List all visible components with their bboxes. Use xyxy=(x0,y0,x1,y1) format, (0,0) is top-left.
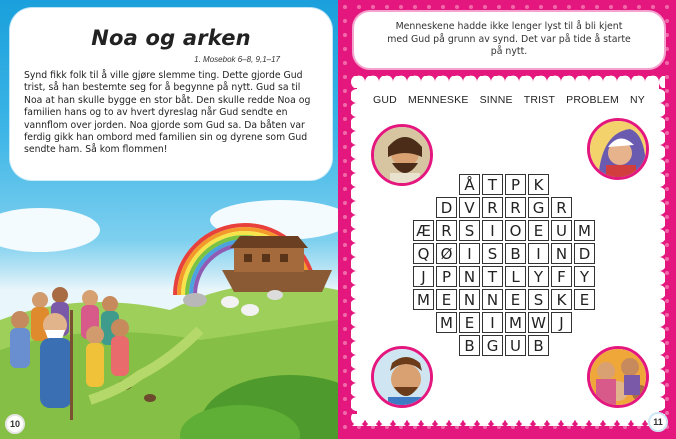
word-item: SINNE xyxy=(479,94,513,106)
grid-cell[interactable]: S xyxy=(459,220,480,241)
grid-cell[interactable]: U xyxy=(505,335,526,356)
page-number-left: 10 xyxy=(5,414,25,434)
grid-cell[interactable]: I xyxy=(482,312,503,333)
grid-cell[interactable]: S xyxy=(528,289,549,310)
puzzle-panel xyxy=(351,76,665,426)
grid-cell[interactable]: B xyxy=(528,335,549,356)
word-list xyxy=(373,94,645,106)
grid-cell[interactable]: N xyxy=(459,289,480,310)
grid-cell[interactable]: L xyxy=(505,266,526,287)
grid-cell[interactable]: E xyxy=(459,312,480,333)
grid-cell[interactable]: S xyxy=(482,243,503,264)
grid-cell[interactable]: M xyxy=(436,312,457,333)
grid-cell[interactable]: Y xyxy=(574,266,595,287)
grid-cell[interactable]: U xyxy=(551,220,572,241)
grid-cell[interactable]: J xyxy=(413,266,434,287)
avatar-man-bottom-left xyxy=(371,346,433,408)
avatar-crowd-bottom-right xyxy=(587,346,649,408)
bible-reference: 1. Mosebok 6–8, 9,1–17 xyxy=(194,55,280,64)
grid-cell[interactable]: F xyxy=(551,266,572,287)
grid-cell[interactable]: B xyxy=(505,243,526,264)
grid-cell[interactable]: N xyxy=(459,266,480,287)
grid-cell[interactable]: T xyxy=(482,174,503,195)
grid-cell[interactable]: W xyxy=(528,312,549,333)
grid-cell[interactable]: G xyxy=(528,197,549,218)
grid-cell[interactable]: V xyxy=(459,197,480,218)
grid-cell[interactable]: B xyxy=(459,335,480,356)
grid-cell[interactable]: M xyxy=(574,220,595,241)
grid-cell[interactable]: R xyxy=(505,197,526,218)
grid-cell[interactable]: P xyxy=(436,266,457,287)
grid-cell[interactable]: E xyxy=(436,289,457,310)
grid-cell[interactable]: J xyxy=(551,312,572,333)
grid-cell[interactable]: M xyxy=(413,289,434,310)
story-card xyxy=(10,8,332,180)
grid-cell[interactable]: I xyxy=(482,220,503,241)
grid-cell[interactable]: D xyxy=(436,197,457,218)
grid-cell[interactable]: K xyxy=(551,289,572,310)
right-page xyxy=(338,0,676,439)
avatar-man-top-left xyxy=(371,124,433,186)
grid-cell[interactable]: E xyxy=(574,289,595,310)
intro-text: Menneskene hadde ikke lenger lyst til å bli kjent med Gud på grunn av synd. Det var på tide å starte på nytt. xyxy=(387,21,631,58)
grid-cell[interactable]: Ø xyxy=(436,243,457,264)
word-item: NY xyxy=(629,94,645,106)
word-item: GUD xyxy=(373,94,397,106)
grid-cell[interactable]: Y xyxy=(528,266,549,287)
intro-card xyxy=(352,10,666,70)
grid-cell[interactable]: M xyxy=(505,312,526,333)
grid-cell[interactable]: E xyxy=(528,220,549,241)
grid-cell[interactable]: E xyxy=(505,289,526,310)
word-item: PROBLEM xyxy=(566,94,619,106)
grid-cell[interactable]: I xyxy=(528,243,549,264)
story-title: Noa og arken xyxy=(91,26,251,50)
grid-cell[interactable]: K xyxy=(528,174,549,195)
page-number-right: 11 xyxy=(648,412,668,432)
grid-cell[interactable]: P xyxy=(505,174,526,195)
grid-cell[interactable]: Æ xyxy=(413,220,434,241)
grid-cell[interactable]: Å xyxy=(459,174,480,195)
word-item: TRIST xyxy=(523,94,556,106)
grid-cell[interactable]: R xyxy=(482,197,503,218)
word-item: MENNESKE xyxy=(408,94,469,106)
ark xyxy=(222,236,332,292)
grid-cell[interactable]: O xyxy=(505,220,526,241)
grid-cell[interactable]: R xyxy=(436,220,457,241)
noah-ark-illustration xyxy=(0,200,338,439)
grid-cell[interactable]: D xyxy=(574,243,595,264)
grid-cell[interactable]: R xyxy=(551,197,572,218)
avatar-woman-top-right xyxy=(587,118,649,180)
grid-cell[interactable]: G xyxy=(482,335,503,356)
grid-cell[interactable]: Q xyxy=(413,243,434,264)
grid-cell[interactable]: I xyxy=(459,243,480,264)
story-text: Synd fikk folk til å ville gjøre slemme ting. Dette gjorde Gud trist, så han bestemte seg for å begynne på nytt. Gud sa til Noa at han skulle bygge en stor båt. Den skulle redde Noa og familien hans og to av hvert dyreslag når Gud sendte en vannflom over jorden. Noa gjorde som Gud sa. Da båten var ferdig gikk han ombord med familien sin og dyrene som Gud sendte ham. Så kom flommen! xyxy=(24,70,311,156)
grid-cell[interactable]: N xyxy=(551,243,572,264)
grid-cell[interactable]: T xyxy=(482,266,503,287)
grid-cell[interactable]: N xyxy=(482,289,503,310)
